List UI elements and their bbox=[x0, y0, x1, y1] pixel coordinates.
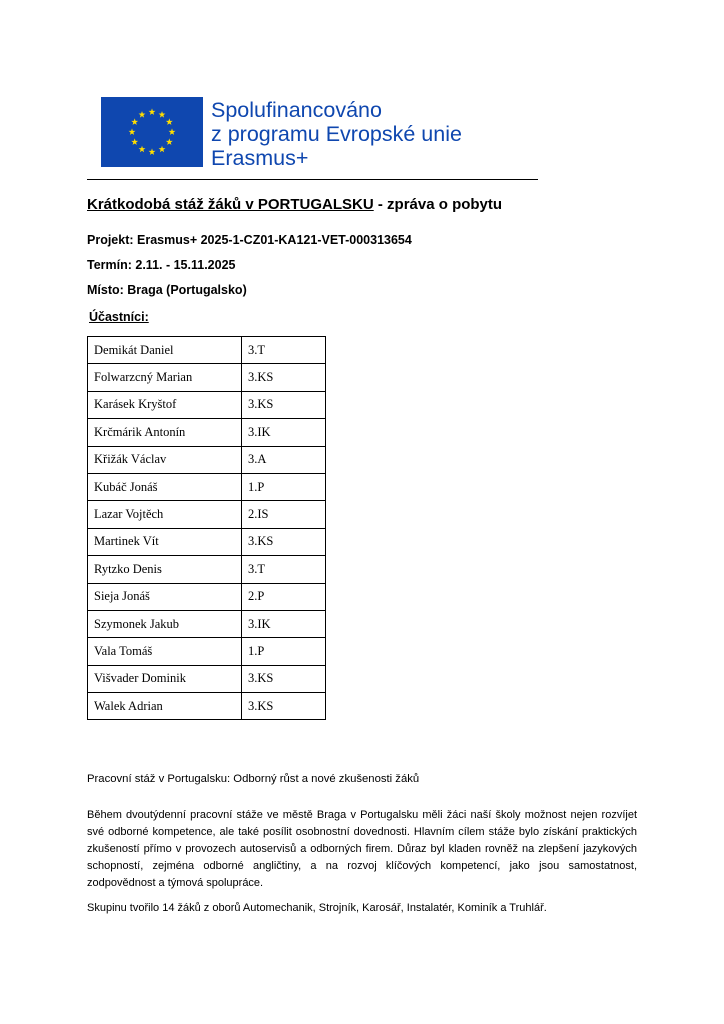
table-row bbox=[88, 473, 326, 500]
eu-star-icon bbox=[131, 118, 138, 125]
participant-name: Martinek Vít bbox=[88, 528, 242, 555]
participant-name: Demikát Daniel bbox=[88, 337, 242, 364]
eu-star-icon bbox=[139, 111, 146, 118]
table-row bbox=[88, 364, 326, 391]
eu-star-icon bbox=[149, 148, 156, 155]
cofunding-line-3: Erasmus+ bbox=[211, 146, 309, 170]
table-row bbox=[88, 610, 326, 637]
table-row bbox=[88, 638, 326, 665]
header-divider bbox=[87, 179, 538, 180]
place-line: Místo: Braga (Portugalsko) bbox=[87, 283, 247, 297]
eu-star-icon bbox=[149, 108, 156, 115]
eu-star-icon bbox=[131, 138, 138, 145]
participant-name: Krčmárik Antonín bbox=[88, 419, 242, 446]
participant-name: Sieja Jonáš bbox=[88, 583, 242, 610]
eu-star-icon bbox=[166, 138, 173, 145]
table-row bbox=[88, 528, 326, 555]
participant-name: Lazar Vojtěch bbox=[88, 501, 242, 528]
participant-name: Višvader Dominik bbox=[88, 665, 242, 692]
participant-name: Vala Tomáš bbox=[88, 638, 242, 665]
term-line: Termín: 2.11. - 15.11.2025 bbox=[87, 258, 236, 272]
participant-class: 3.KS bbox=[242, 665, 326, 692]
eu-star-icon bbox=[159, 146, 166, 153]
page-title-main: Krátkodobá stáž žáků v PORTUGALSKU bbox=[87, 196, 374, 213]
participants-table bbox=[87, 336, 326, 720]
cofunding-label bbox=[211, 98, 531, 170]
participant-name: Křižák Václav bbox=[88, 446, 242, 473]
participant-name: Folwarzcný Marian bbox=[88, 364, 242, 391]
table-row bbox=[88, 391, 326, 418]
participant-class: 3.A bbox=[242, 446, 326, 473]
participant-class: 2.IS bbox=[242, 501, 326, 528]
participant-name: Walek Adrian bbox=[88, 693, 242, 720]
participant-class: 3.KS bbox=[242, 391, 326, 418]
participant-class: 3.KS bbox=[242, 528, 326, 555]
participant-class: 3.KS bbox=[242, 364, 326, 391]
cofunding-line-2: z programu Evropské unie bbox=[211, 122, 462, 146]
participant-name: Kubáč Jonáš bbox=[88, 473, 242, 500]
participant-class: 1.P bbox=[242, 473, 326, 500]
table-row bbox=[88, 446, 326, 473]
table-row bbox=[88, 337, 326, 364]
report-paragraph-1: Během dvoutýdenní pracovní stáže ve městě Braga v Portugalsku měli žáci naší školy možnost nejen rozvíjet své odborné kompetence, ale také posílit osobnostní dovednosti. Hlavním cílem stáže bylo získání praktických zkušeností přímo v provozech autoservisů a odborných firem. Důraz byl kladen rovněž na zlepšení jazykových schopností, zejména odborné angličtiny, a na rozvoj klíčových kompetencí, jako jsou samostatnost, zodpovědnost a týmová spolupráce. bbox=[87, 809, 637, 889]
eu-star-icon bbox=[129, 128, 136, 135]
participant-class: 1.P bbox=[242, 638, 326, 665]
eu-star-icon bbox=[166, 118, 173, 125]
participant-name: Rytzko Denis bbox=[88, 556, 242, 583]
table-row bbox=[88, 665, 326, 692]
participant-class: 3.T bbox=[242, 337, 326, 364]
eu-star-icon bbox=[159, 111, 166, 118]
table-row bbox=[88, 693, 326, 720]
report-section-title: Pracovní stáž v Portugalsku: Odborný růst a nové zkušenosti žáků bbox=[87, 773, 420, 785]
participant-class: 3.IK bbox=[242, 419, 326, 446]
table-row bbox=[88, 501, 326, 528]
participant-name: Szymonek Jakub bbox=[88, 610, 242, 637]
participant-class: 3.KS bbox=[242, 693, 326, 720]
eu-star-icon bbox=[169, 128, 176, 135]
table-row bbox=[88, 419, 326, 446]
participant-class: 3.T bbox=[242, 556, 326, 583]
participant-class: 2.P bbox=[242, 583, 326, 610]
table-row bbox=[88, 583, 326, 610]
page-title-suffix: - zpráva o pobytu bbox=[373, 196, 503, 213]
cofunding-line-1: Spolufinancováno bbox=[211, 98, 382, 122]
report-paragraph-2: Skupinu tvořilo 14 žáků z oborů Automechanik, Strojník, Karosář, Instalatér, Kominík a Truhlář. bbox=[87, 902, 547, 914]
eu-stars bbox=[101, 97, 203, 167]
eu-star-icon bbox=[139, 146, 146, 153]
page-title bbox=[87, 196, 502, 213]
table-row bbox=[88, 556, 326, 583]
eu-flag-icon bbox=[101, 97, 203, 167]
participants-heading: Účastníci: bbox=[89, 310, 149, 324]
project-line: Projekt: Erasmus+ 2025-1-CZ01-KA121-VET-000313654 bbox=[87, 233, 412, 247]
participant-name: Karásek Kryštof bbox=[88, 391, 242, 418]
participant-class: 3.IK bbox=[242, 610, 326, 637]
